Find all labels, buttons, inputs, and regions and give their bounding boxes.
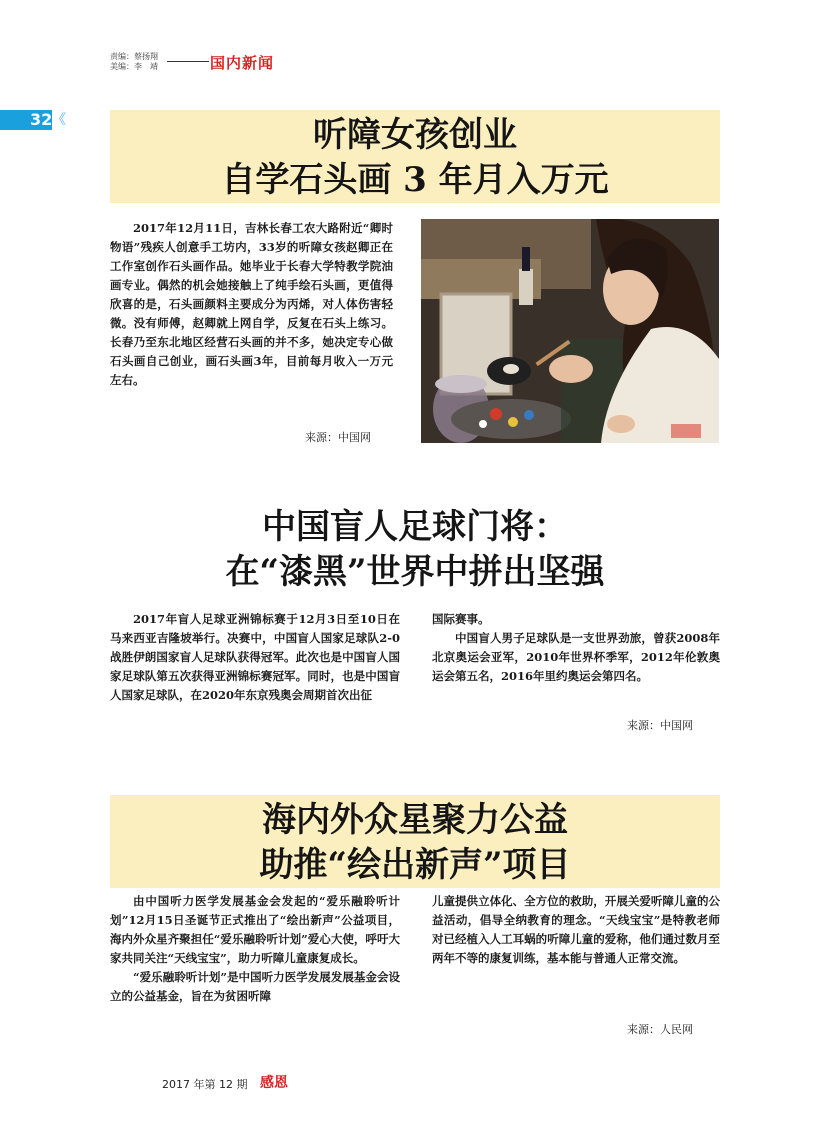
article1-photo xyxy=(421,219,719,443)
article3-title-line2: 助推“绘出新声”项目 xyxy=(259,845,571,885)
article3-paragraph: “爱乐融聆听计划”是中国听力医学发展发展基金会设立的公益基金，旨在为贫困听障 xyxy=(110,970,400,1003)
article2-paragraph: 中国盲人男子足球队是一支世界劲旅，曾获2008年北京奥运会亚军，2010年世界杯季军，2012年伦敦奥运会第五名，2016年里约奥运会第四名。 xyxy=(432,631,720,683)
article3-title-line1: 海内外众星聚力公益 xyxy=(262,800,568,840)
editor-line: 责编：蔡扬翔 xyxy=(110,52,158,61)
article2-paragraph: 2017年盲人足球亚洲锦标赛于12月3日至10日在马来西亚吉隆坡举行。决赛中，中国盲人国家足球队2-0战胜伊朗国家盲人足球队获得冠军。此次也是中国盲人国家足球队第五次获得亚洲锦标赛冠军。同时，也是中国盲人国家足球队，在2020年东京残奥会周期首次出征 xyxy=(110,612,400,702)
article3-paragraph: 由中国听力医学发展基金会发起的“爱乐融聆听计划”12月15日圣诞节正式推出了“绘出新声”公益项目，海内外众星齐聚担任“爱乐融聆听计划”爱心大使，呼吁大家共同关注“天线宝宝”，助力听障儿童康复成长。 xyxy=(110,894,400,965)
issue-number: 2017 年第 12 期 xyxy=(162,1078,248,1091)
editor-credits xyxy=(110,52,158,72)
painting-photo-image xyxy=(421,219,719,443)
article1-paragraph: 2017年12月11日，吉林长春工农大路附近“卿时物语”残疾人创意手工坊内，33岁的听障女孩赵卿正在工作室创作石头画作品。她毕业于长春大学特教学院油画专业。偶然的机会她接触上了纯手绘石头画，更值得欣喜的是，石头画颜料主要成分为丙烯，对人体伤害轻微。没有师傅，赵卿就上网自学，反复在石头上练习。长春乃至东北地区经营石头画的并不多，她决定专心做石头画自己创业，画石头画3年，目前每月收入一万元左右。 xyxy=(110,221,393,387)
article1-title-line2: 自学石头画 3 年月入万元 xyxy=(221,160,609,200)
designer-line: 美编：李 靖 xyxy=(110,62,158,71)
header-divider xyxy=(167,61,209,62)
article1-body xyxy=(110,219,393,390)
article2-source: 来源：中国网 xyxy=(627,719,693,732)
magazine-logo: 感恩 xyxy=(260,1075,288,1091)
page-number: 32 xyxy=(30,110,53,129)
article3-paragraph-continued: 儿童提供立体化、全方位的救助，开展关爱听障儿童的公益活动，倡导全纳教育的理念。“天线宝宝”是特教老师对已经植入人工耳蜗的听障儿童的爱称，他们通过数月至两年不等的康复训练，基本能与普通人正常交流。 xyxy=(432,894,720,965)
chevron-left-icon: 《 xyxy=(52,112,66,128)
article1-title-line1: 听障女孩创业 xyxy=(313,115,517,155)
article2-column2 xyxy=(432,610,720,686)
article3-column2 xyxy=(432,892,720,968)
article3-source: 来源：人民网 xyxy=(627,1023,693,1036)
article3-title-banner xyxy=(110,795,720,888)
article1-title-banner xyxy=(110,110,720,203)
section-title: 国内新闻 xyxy=(210,54,275,72)
article2-title xyxy=(110,505,720,595)
article1-source: 来源：中国网 xyxy=(305,431,371,444)
article2-title-line1: 中国盲人足球门将： xyxy=(262,507,568,547)
article3-column1 xyxy=(110,892,400,1006)
article2-title-line2: 在“漆黑”世界中拼出坚强 xyxy=(225,552,605,592)
article2-paragraph-continued: 国际赛事。 xyxy=(432,612,490,626)
article2-column1 xyxy=(110,610,400,705)
